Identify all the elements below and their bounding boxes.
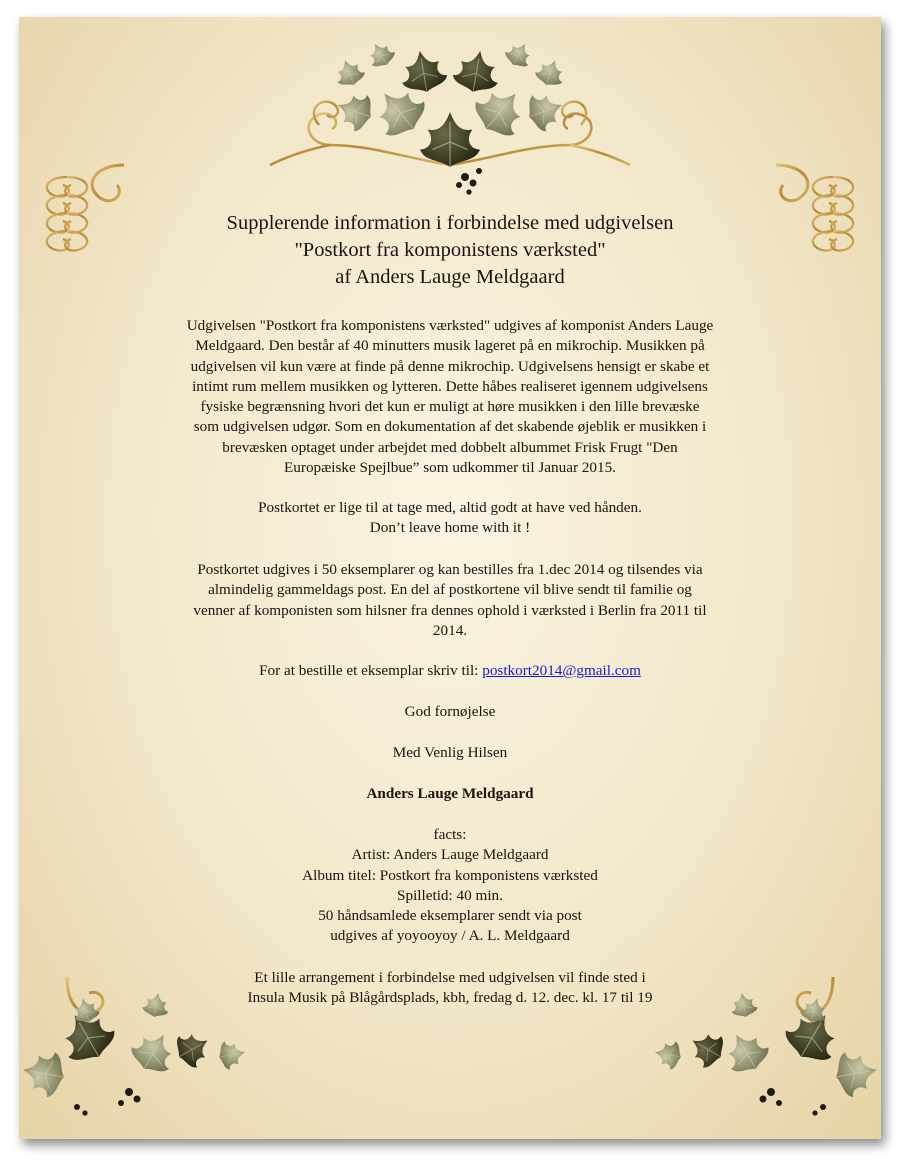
text-line: som udgivelsen udgør. Som en dokumentation af det skabende øjeblik er musikken i: [193, 418, 707, 436]
top-ivy-cluster: [331, 37, 568, 194]
text-line: brevæsken optaget under arbejdet med dobbelt albummet Frisk Frugt "Den: [222, 438, 678, 456]
text-line: 2014.: [432, 621, 468, 639]
bottom-left-ivy-cluster: [19, 991, 247, 1116]
text-line: Postkortet er lige til at tage med, altid godt at have ved hånden.: [258, 499, 642, 516]
order-label: For at bestille et eksemplar skriv til:: [259, 662, 483, 679]
facts-line: Spilletid: 40 min.: [397, 886, 503, 904]
intro-paragraph: [139, 316, 761, 478]
facts-line: facts:: [433, 826, 467, 843]
facts-line: Artist: Anders Lauge Meldgaard: [351, 846, 549, 864]
text-line: venner af komponisten som hilsner fra dennes ophold i værksted i Berlin fra 2011 til: [193, 601, 707, 619]
text-line: almindelig gammeldags post. En del af postkortene vil blive sendt til familie og: [208, 581, 692, 599]
text-line: Postkortet udgives i 50 eksemplarer og kan bestilles fra 1.dec 2014 og tilsendes via: [197, 561, 703, 578]
enjoy-line: God fornøjelse: [404, 703, 496, 720]
facts-line: 50 håndsamlede eksemplarer sendt via post: [318, 907, 582, 925]
text-line: Udgivelsen "Postkort fra komponistens værksted" udgives af komponist Anders Lauge: [186, 317, 714, 334]
title-line: "Postkort fra komponistens værksted": [294, 239, 606, 261]
text-line: Et lille arrangement i forbindelse med udgivelsen vil finde sted i: [254, 969, 646, 986]
left-swirl-ornament: [47, 177, 87, 251]
text-line: fysiske begrænsning hvori det kun er muligt at høre musikken i den lille brevæske: [200, 398, 700, 416]
text-line: Don’t leave home with it !: [369, 519, 531, 537]
regards-line: Med Venlig Hilsen: [392, 744, 508, 761]
right-swirl-ornament: [813, 177, 853, 251]
text-line: Meldgaard. Den består af 40 minutters musik lageret på en mikrochip. Musikken på: [195, 337, 705, 355]
title-line: af Anders Lauge Meldgaard: [335, 266, 565, 288]
text-line: udgivelsen vil kun være at finde på denne mikrochip. Udgivelsens hensigt er skabe et: [190, 357, 710, 375]
stationery-page: [19, 17, 881, 1139]
text-line: Insula Musik på Blågårdsplads, kbh, fredag d. 12. dec. kl. 17 til 19: [247, 989, 653, 1007]
facts-block: [139, 825, 761, 947]
document-title: [139, 210, 761, 291]
event-paragraph: [139, 968, 761, 1009]
bottom-right-ivy-cluster: [653, 991, 881, 1116]
order-line: [139, 661, 761, 681]
text-line: Europæiske Spejlbue” som udkommer til Januar 2015.: [284, 459, 616, 477]
text-line: intimt rum mellem musikken og lytteren. Dette håbes realiseret igennem udgivelsens: [192, 377, 708, 395]
order-email-link[interactable]: postkort2014@gmail.com: [482, 662, 641, 679]
facts-line: Album titel: Postkort fra komponistens værksted: [302, 866, 598, 884]
edition-paragraph: [139, 560, 761, 641]
postcard-paragraph: [139, 498, 761, 539]
title-line: Supplerende information i forbindelse med udgivelsen: [226, 212, 674, 234]
facts-line: udgives af yoyooyoy / A. L. Meldgaard: [330, 927, 570, 945]
signature: Anders Lauge Meldgaard: [366, 785, 534, 802]
